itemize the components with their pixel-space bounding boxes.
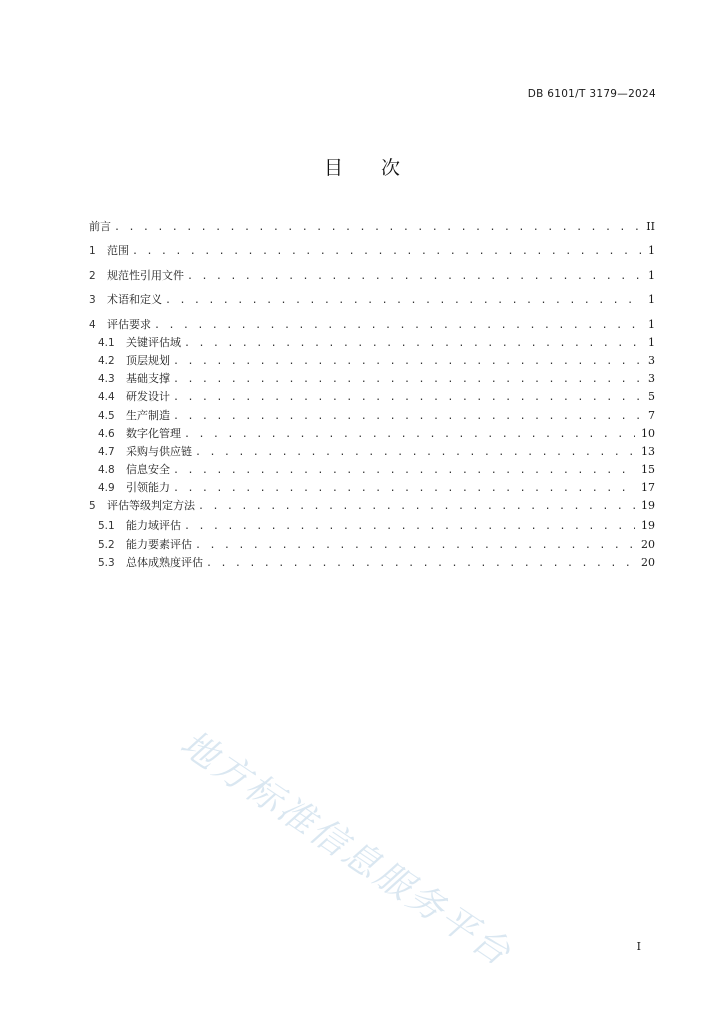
toc-entry-4-2[interactable] [89,352,655,370]
toc-title [0,153,724,180]
toc-leader-dots [198,501,635,512]
toc-entry-4-6[interactable] [89,425,655,443]
toc-entry-4-1[interactable] [89,334,655,352]
toc-entry-number: 4.8 [98,464,115,477]
toc-entry-page: 1 [648,244,655,258]
toc-leader-dots [173,411,642,422]
toc-entry-page: 10 [641,426,655,440]
toc-entry-number: 4.7 [98,445,115,458]
toc-entry-label: 能力域评估 [126,519,181,533]
toc-entry-label: 研发设计 [126,390,170,404]
toc-entry-page: 15 [641,463,655,477]
toc-entry-label: 生产制造 [126,408,170,422]
toc-entry-label: 引领能力 [126,481,170,495]
toc-leader-dots [173,483,635,494]
toc-entry-page: 1 [648,293,655,307]
toc-entry-label: 评估等级判定方法 [107,499,195,513]
toc-leader-dots [187,271,642,282]
toc-entry-number: 5.2 [98,538,115,551]
toc-entry-foreword[interactable] [89,218,655,242]
toc-leader-dots [165,295,642,306]
toc-entry-number: 4.1 [98,336,115,349]
toc-leader-dots [184,429,635,440]
toc-entry-4[interactable] [89,316,655,334]
toc-entry-3[interactable] [89,291,655,315]
toc-entry-label: 基础支撑 [126,372,170,386]
toc-leader-dots [184,338,642,349]
toc-entry-5-3[interactable] [89,554,655,572]
footer-page-number: I [636,940,641,953]
toc-entry-number: 4.4 [98,391,115,404]
toc-leader-dots [114,222,640,233]
toc-leader-dots [195,540,635,551]
document-code: DB 6101/T 3179—2024 [527,88,656,100]
toc-entry-label: 能力要素评估 [126,537,192,551]
toc-entry-page: 1 [648,335,655,349]
table-of-contents [89,218,655,572]
toc-entry-page: 13 [641,444,655,458]
toc-entry-number: 4.9 [98,482,115,495]
toc-title-char-2: 次 [381,157,401,179]
toc-entry-number: 5.3 [98,556,115,569]
toc-entry-number: 1 [89,245,96,258]
toc-entry-number: 4.5 [98,409,115,422]
toc-entry-number: 4 [89,318,96,331]
toc-entry-5[interactable] [89,497,655,517]
toc-entry-number: 4.2 [98,354,115,367]
toc-leader-dots [132,246,642,257]
toc-entry-2[interactable] [89,267,655,291]
toc-entry-number: 5.1 [98,520,115,533]
toc-leader-dots [184,521,635,532]
toc-leader-dots [173,374,642,385]
toc-entry-page: 1 [648,268,655,282]
toc-entry-number: 4.6 [98,427,115,440]
toc-entry-label: 术语和定义 [107,293,162,307]
toc-leader-dots [173,465,635,476]
toc-entry-number: 4.3 [98,373,115,386]
toc-entry-label: 总体成熟度评估 [126,555,203,569]
toc-leader-dots [173,356,642,367]
toc-entry-4-8[interactable] [89,461,655,479]
toc-leader-dots [173,392,642,403]
toc-entry-label: 关键评估域 [126,335,181,349]
toc-entry-number: 2 [89,269,96,282]
watermark-text: 地方标准信息服务平台 [172,722,520,976]
toc-entry-page: 3 [648,372,655,386]
toc-entry-label: 前言 [89,220,111,233]
toc-entry-label: 数字化管理 [126,426,181,440]
toc-entry-1[interactable] [89,242,655,266]
toc-leader-dots [154,320,642,331]
toc-entry-number: 3 [89,294,96,307]
toc-entry-page: 7 [648,408,655,422]
toc-leader-dots [195,447,635,458]
toc-entry-page: 3 [648,353,655,367]
toc-entry-page: 19 [641,499,655,513]
toc-entry-label: 采购与供应链 [126,444,192,458]
toc-entry-page: 19 [641,519,655,533]
toc-title-char-1: 目 [323,157,343,179]
toc-entry-4-5[interactable] [89,407,655,425]
toc-entry-number: 5 [89,500,96,513]
toc-entry-page: 20 [641,555,655,569]
toc-entry-label: 规范性引用文件 [107,268,184,282]
toc-entry-page: II [646,220,655,233]
toc-leader-dots [206,558,635,569]
toc-entry-4-7[interactable] [89,443,655,461]
toc-entry-label: 范围 [107,244,129,258]
toc-entry-4-9[interactable] [89,479,655,497]
toc-entry-page: 1 [648,317,655,331]
toc-entry-page: 20 [641,537,655,551]
toc-entry-label: 顶层规划 [126,353,170,367]
toc-entry-label: 信息安全 [126,463,170,477]
toc-entry-5-1[interactable] [89,517,655,535]
toc-entry-page: 5 [648,390,655,404]
toc-entry-5-2[interactable] [89,536,655,554]
toc-entry-label: 评估要求 [107,317,151,331]
toc-entry-page: 17 [641,481,655,495]
toc-entry-4-3[interactable] [89,370,655,388]
toc-entry-4-4[interactable] [89,388,655,406]
